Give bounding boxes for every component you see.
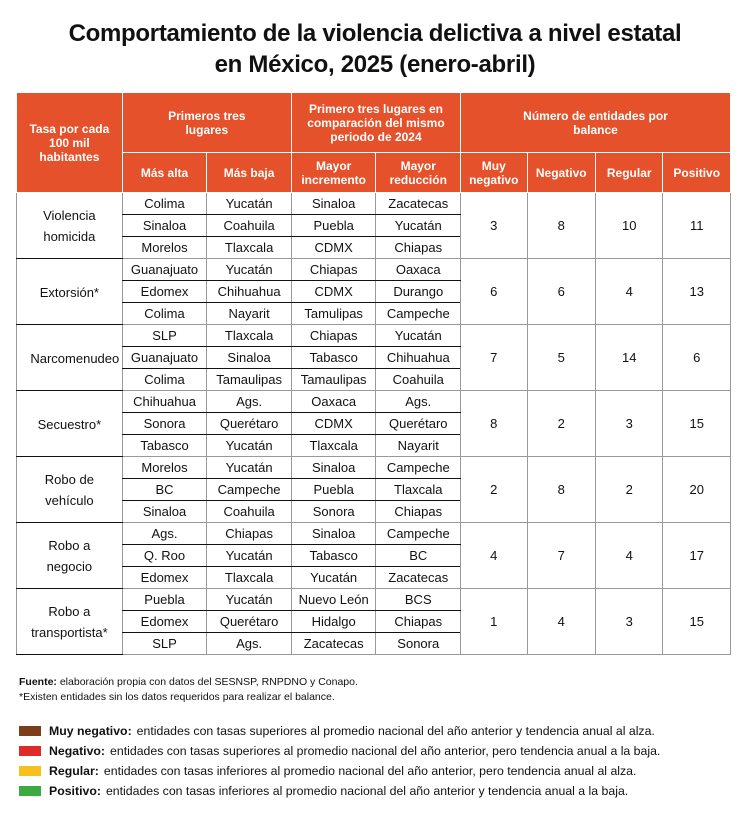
increase-cell: Sinaloa [291, 193, 376, 215]
header-first-places-text: Primeros tres lugares [168, 108, 246, 137]
increase-cell: Sinaloa [291, 457, 376, 479]
highest-cell: SLP [122, 325, 207, 347]
positive-count: 15 [663, 391, 731, 457]
reduction-cell: Zacatecas [376, 193, 461, 215]
header-very-negative: Muy negativo [461, 153, 527, 193]
table-row [17, 457, 731, 479]
increase-cell: CDMX [291, 237, 376, 259]
source-text: elaboración propia con datos del SESNSP, RNPDNO y Conapo. [59, 676, 358, 688]
footnote: *Existen entidades sin los datos requeridos para realizar el balance. [19, 691, 335, 703]
lowest-cell: Yucatán [207, 545, 292, 567]
reduction-cell: Zacatecas [376, 567, 461, 589]
header-entities [461, 93, 731, 153]
reduction-cell: Chiapas [376, 237, 461, 259]
source-note [19, 675, 358, 690]
table-row [17, 523, 731, 545]
lowest-cell: Ags. [207, 633, 292, 655]
lowest-cell: Campeche [207, 479, 292, 501]
highest-cell: Sinaloa [122, 501, 207, 523]
legend-text: entidades con tasas inferiores al promedio nacional del año anterior y tendencia anual a la baja. [105, 784, 629, 798]
legend-label: Regular: [49, 764, 99, 778]
lowest-cell: Querétaro [207, 413, 292, 435]
increase-cell: Sonora [291, 501, 376, 523]
crime-label-text: Robo a transportista* [31, 603, 108, 640]
regular-count: 14 [595, 325, 662, 391]
reduction-cell: BCS [376, 589, 461, 611]
highest-cell: Tabasco [122, 435, 207, 457]
highest-cell: SLP [122, 633, 207, 655]
very-negative-count: 2 [461, 457, 527, 523]
highest-cell: Ags. [122, 523, 207, 545]
reduction-cell: BC [376, 545, 461, 567]
crime-label-text: Extorsión* [39, 284, 99, 300]
table-row [17, 193, 731, 215]
crime-label-text: Narcomenudeo [30, 350, 120, 366]
increase-cell: Nuevo León [291, 589, 376, 611]
highest-cell: Edomex [122, 611, 207, 633]
table-body [17, 193, 731, 655]
legend-item [19, 741, 660, 761]
negative-count: 2 [527, 391, 595, 457]
crime-label [17, 259, 123, 325]
legend-swatch [19, 746, 41, 756]
negative-count: 8 [527, 193, 595, 259]
legend-item [19, 761, 660, 781]
lowest-cell: Chihuahua [207, 281, 292, 303]
increase-cell: Yucatán [291, 567, 376, 589]
legend-swatch [19, 726, 41, 736]
legend-swatch [19, 786, 41, 796]
crime-label [17, 391, 123, 457]
lowest-cell: Ags. [207, 391, 292, 413]
crime-label-text: Robo a negocio [46, 537, 93, 574]
regular-count: 4 [595, 259, 662, 325]
header-rate: Tasa por cada 100 mil habitantes [17, 93, 123, 193]
reduction-cell: Campeche [376, 457, 461, 479]
lowest-cell: Yucatán [207, 457, 292, 479]
reduction-cell: Sonora [376, 633, 461, 655]
reduction-cell: Querétaro [376, 413, 461, 435]
crime-label [17, 193, 123, 259]
table-row [17, 259, 731, 281]
positive-count: 13 [663, 259, 731, 325]
increase-cell: Oaxaca [291, 391, 376, 413]
reduction-cell: Chihuahua [376, 347, 461, 369]
lowest-cell: Nayarit [207, 303, 292, 325]
very-negative-count: 4 [461, 523, 527, 589]
highest-cell: Colima [122, 303, 207, 325]
regular-count: 3 [595, 589, 662, 655]
increase-cell: Tabasco [291, 347, 376, 369]
reduction-cell: Oaxaca [376, 259, 461, 281]
title-line-1: Comportamiento de la violencia delictiva a nivel estatal [68, 20, 682, 47]
legend-label: Muy negativo: [49, 724, 132, 738]
positive-count: 20 [663, 457, 731, 523]
reduction-cell: Ags. [376, 391, 461, 413]
highest-cell: Morelos [122, 457, 207, 479]
reduction-cell: Coahuila [376, 369, 461, 391]
reduction-cell: Tlaxcala [376, 479, 461, 501]
legend-swatch [19, 766, 41, 776]
legend-item [19, 781, 660, 801]
header-highest: Más alta [122, 153, 207, 193]
increase-cell: Chiapas [291, 259, 376, 281]
header-comparison: Primero tres lugares en comparación del mismo periodo de 2024 [291, 93, 460, 153]
negative-count: 4 [527, 589, 595, 655]
increase-cell: Tlaxcala [291, 435, 376, 457]
violence-table [16, 92, 731, 655]
crime-label [17, 523, 123, 589]
increase-cell: CDMX [291, 413, 376, 435]
table-row [17, 391, 731, 413]
header-regular: Regular [595, 153, 662, 193]
source-label: Fuente: [19, 676, 57, 688]
reduction-cell: Campeche [376, 303, 461, 325]
highest-cell: Puebla [122, 589, 207, 611]
page-title [0, 18, 750, 80]
crime-label-text: Secuestro* [37, 416, 102, 432]
notes [19, 675, 358, 705]
lowest-cell: Yucatán [207, 435, 292, 457]
table-row [17, 589, 731, 611]
legend-text: entidades con tasas superiores al promedio nacional del año anterior, pero tendencia anual a la baja. [110, 744, 661, 758]
highest-cell: Guanajuato [122, 347, 207, 369]
lowest-cell: Tlaxcala [207, 325, 292, 347]
increase-cell: CDMX [291, 281, 376, 303]
highest-cell: Morelos [122, 237, 207, 259]
highest-cell: Sinaloa [122, 215, 207, 237]
legend-label: Positivo: [49, 784, 101, 798]
header-entities-text: Número de entidades por balance [523, 108, 668, 137]
lowest-cell: Tlaxcala [207, 237, 292, 259]
reduction-cell: Yucatán [376, 325, 461, 347]
highest-cell: Sonora [122, 413, 207, 435]
very-negative-count: 6 [461, 259, 527, 325]
very-negative-count: 7 [461, 325, 527, 391]
reduction-cell: Yucatán [376, 215, 461, 237]
legend-item [19, 721, 660, 741]
title-line-2: en México, 2025 (enero-abril) [214, 51, 536, 78]
lowest-cell: Querétaro [207, 611, 292, 633]
increase-cell: Tamaulipas [291, 369, 376, 391]
regular-count: 10 [595, 193, 662, 259]
increase-cell: Tabasco [291, 545, 376, 567]
header-positive: Positivo [663, 153, 731, 193]
highest-cell: Edomex [122, 567, 207, 589]
positive-count: 6 [663, 325, 731, 391]
negative-count: 8 [527, 457, 595, 523]
header-biggest-reduction: Mayor reducción [376, 153, 461, 193]
reduction-cell: Nayarit [376, 435, 461, 457]
highest-cell: BC [122, 479, 207, 501]
legend-text: entidades con tasas superiores al promedio nacional del año anterior y tendencia anual al alza. [136, 724, 655, 738]
legend-text: entidades con tasas inferiores al promedio nacional del año anterior, pero tendencia anual al alza. [103, 764, 637, 778]
very-negative-count: 1 [461, 589, 527, 655]
increase-cell: Puebla [291, 479, 376, 501]
lowest-cell: Sinaloa [207, 347, 292, 369]
positive-count: 11 [663, 193, 731, 259]
increase-cell: Hidalgo [291, 611, 376, 633]
highest-cell: Colima [122, 193, 207, 215]
highest-cell: Colima [122, 369, 207, 391]
highest-cell: Chihuahua [122, 391, 207, 413]
crime-label [17, 589, 123, 655]
very-negative-count: 8 [461, 391, 527, 457]
increase-cell: Puebla [291, 215, 376, 237]
regular-count: 2 [595, 457, 662, 523]
lowest-cell: Tamaulipas [207, 369, 292, 391]
positive-count: 17 [663, 523, 731, 589]
header-first-places [122, 93, 291, 153]
increase-cell: Chiapas [291, 325, 376, 347]
lowest-cell: Coahuila [207, 215, 292, 237]
legend-label: Negativo: [49, 744, 106, 758]
crime-label-text: Violencia homicida [43, 207, 96, 244]
legend [19, 721, 660, 801]
reduction-cell: Durango [376, 281, 461, 303]
negative-count: 6 [527, 259, 595, 325]
header-biggest-increase: Mayor incremento [291, 153, 376, 193]
lowest-cell: Tlaxcala [207, 567, 292, 589]
negative-count: 5 [527, 325, 595, 391]
lowest-cell: Yucatán [207, 193, 292, 215]
crime-label-text: Robo de vehículo [44, 471, 94, 508]
increase-cell: Sinaloa [291, 523, 376, 545]
table-row [17, 325, 731, 347]
negative-count: 7 [527, 523, 595, 589]
reduction-cell: Campeche [376, 523, 461, 545]
reduction-cell: Chiapas [376, 611, 461, 633]
lowest-cell: Chiapas [207, 523, 292, 545]
header-lowest: Más baja [207, 153, 292, 193]
header-negative: Negativo [527, 153, 595, 193]
lowest-cell: Yucatán [207, 259, 292, 281]
lowest-cell: Coahuila [207, 501, 292, 523]
reduction-cell: Chiapas [376, 501, 461, 523]
regular-count: 4 [595, 523, 662, 589]
regular-count: 3 [595, 391, 662, 457]
increase-cell: Zacatecas [291, 633, 376, 655]
very-negative-count: 3 [461, 193, 527, 259]
positive-count: 15 [663, 589, 731, 655]
highest-cell: Q. Roo [122, 545, 207, 567]
crime-label [17, 325, 123, 391]
crime-label [17, 457, 123, 523]
increase-cell: Tamulipas [291, 303, 376, 325]
highest-cell: Edomex [122, 281, 207, 303]
highest-cell: Guanajuato [122, 259, 207, 281]
lowest-cell: Yucatán [207, 589, 292, 611]
